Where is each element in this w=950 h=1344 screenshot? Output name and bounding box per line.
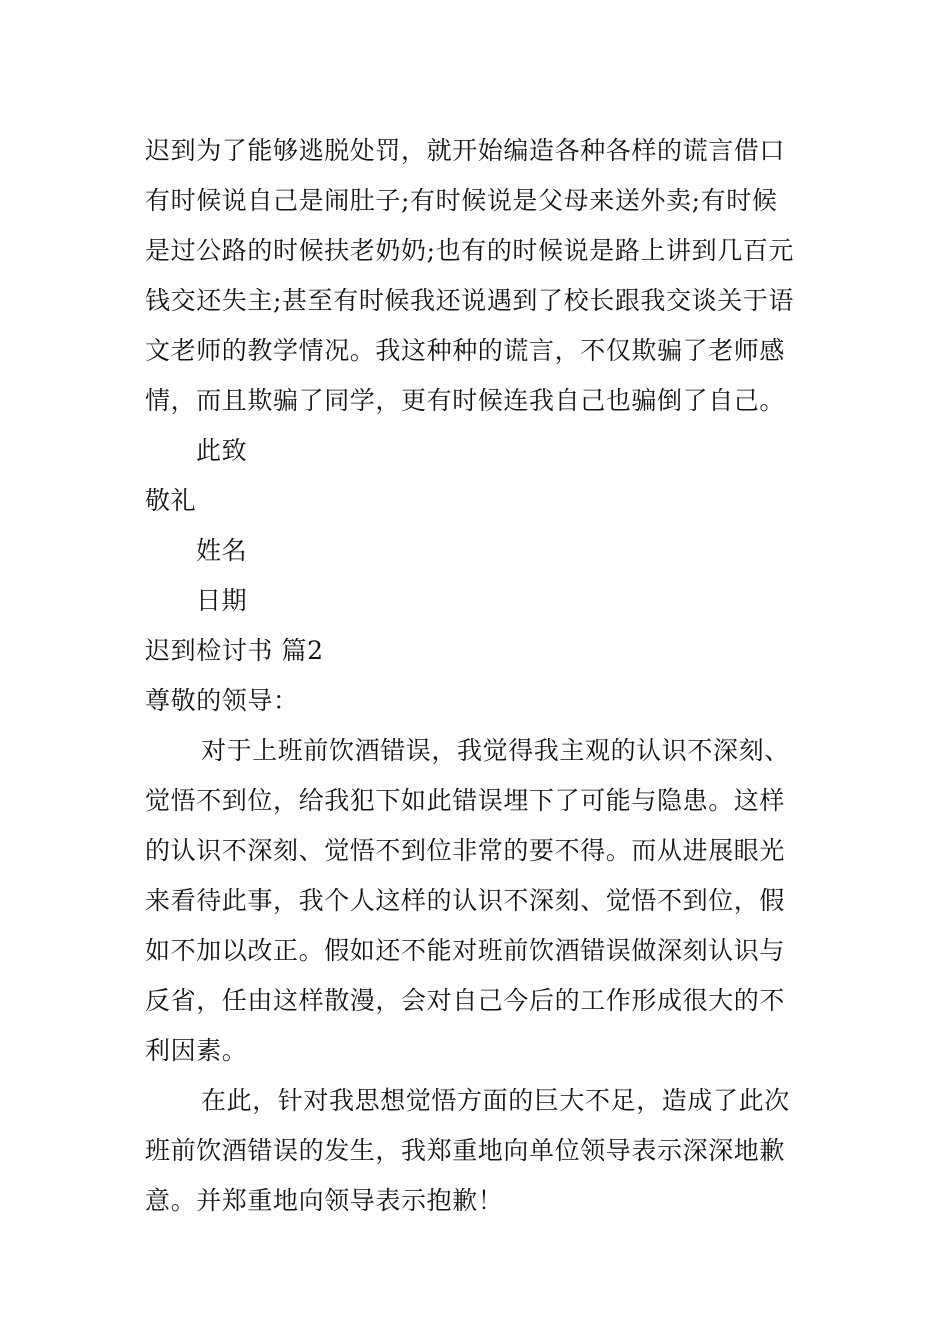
paragraph-1-line-5: 文老师的教学情况。我这种种的谎言，不仅欺骗了老师感 <box>145 336 786 365</box>
paragraph-1-line-3: 是过公路的时候扶老奶奶;也有的时候说是路上讲到几百元 <box>145 236 795 265</box>
paragraph-3-line-1: 在此，针对我思想觉悟方面的巨大不足，造成了此次 <box>201 1086 790 1115</box>
paragraph-2-line-7: 利因素。 <box>145 1036 248 1065</box>
section-title: 迟到检讨书 篇2 <box>145 636 324 665</box>
salute-text: 敬礼 <box>145 486 197 515</box>
paragraph-2-line-5: 如不加以改正。假如还不能对班前饮酒错误做深刻认识与 <box>145 936 786 965</box>
name-label: 姓名 <box>196 536 248 565</box>
date-label: 日期 <box>196 586 248 615</box>
paragraph-1-line-4: 钱交还失主;甚至有时候我还说遇到了校长跟我交谈关于语 <box>145 286 795 315</box>
paragraph-3-line-3: 意。并郑重地向领导表示抱歉！ <box>145 1186 504 1215</box>
paragraph-1-line-1: 迟到为了能够逃脱处罚，就开始编造各种各样的谎言借口 <box>145 136 786 165</box>
closing-text: 此致 <box>196 436 248 465</box>
paragraph-2-line-1: 对于上班前饮酒错误，我觉得我主观的认识不深刻、 <box>201 736 790 765</box>
addressee: 尊敬的领导： <box>145 686 299 715</box>
paragraph-1-line-2: 有时候说自己是闹肚子;有时候说是父母来送外卖;有时候 <box>145 186 778 215</box>
paragraph-3-line-2: 班前饮酒错误的发生，我郑重地向单位领导表示深深地歉 <box>145 1136 786 1165</box>
paragraph-2-line-6: 反省，任由这样散漫，会对自己今后的工作形成很大的不 <box>145 986 786 1015</box>
paragraph-2-line-3: 的认识不深刻、觉悟不到位非常的要不得。而从进展眼光 <box>145 836 786 865</box>
paragraph-2-line-2: 觉悟不到位，给我犯下如此错误埋下了可能与隐患。这样 <box>145 786 786 815</box>
paragraph-2-line-4: 来看待此事，我个人这样的认识不深刻、觉悟不到位，假 <box>145 886 786 915</box>
paragraph-1-line-6: 情，而且欺骗了同学，更有时候连我自己也骗倒了自己。 <box>145 386 786 415</box>
